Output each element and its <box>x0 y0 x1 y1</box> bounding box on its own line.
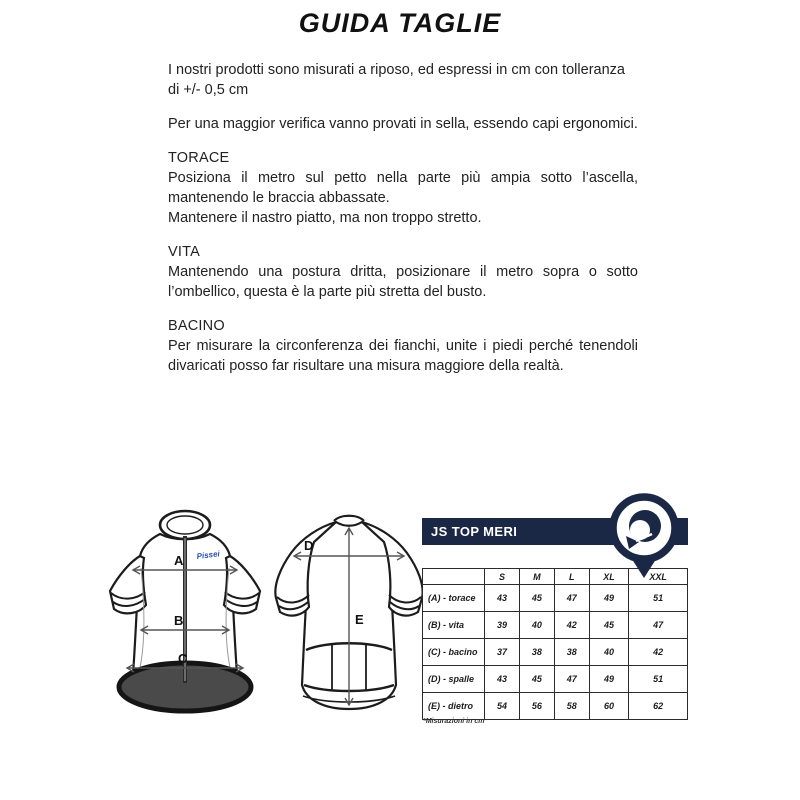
size-value: 47 <box>629 612 688 639</box>
size-value: 49 <box>589 585 629 612</box>
size-value: 42 <box>629 639 688 666</box>
intro-paragraph-2: Per una maggior verifica vanno provati in sella, essendo capi ergonomici. <box>168 116 638 132</box>
row-label: (B) - vita <box>423 612 485 639</box>
size-value: 45 <box>519 666 554 693</box>
size-value: 56 <box>519 693 554 720</box>
intro-paragraph-1: I nostri prodotti sono misurati a riposo, ed espressi in cm con tolleranza di +/- 0,5 cm <box>168 62 625 98</box>
row-label: (C) - bacino <box>423 639 485 666</box>
size-value: 38 <box>519 639 554 666</box>
jersey-back-diagram <box>264 502 434 720</box>
front-left-sleeve <box>110 556 146 613</box>
col-header-s: S <box>485 569 520 585</box>
table-row-dietro <box>423 693 688 720</box>
section-body-vita: Mantenendo una postura dritta, posizionare il metro sopra o sotto l’ombellico, questa è la parte più stretta del busto. <box>168 264 638 300</box>
front-collar-inner <box>167 516 203 534</box>
table-row-bacino <box>423 639 688 666</box>
measure-label-d: D <box>304 538 314 553</box>
size-value: 43 <box>485 585 520 612</box>
brand-pin-logo-icon <box>598 490 690 592</box>
section-body2-torace: Mantenere il nastro piatto, ma non troppo stretto. <box>168 210 482 226</box>
col-header-l: L <box>554 569 589 585</box>
size-value: 45 <box>589 612 629 639</box>
section-body-bacino: Per misurare la circonferenza dei fianchi, unite i piedi perché tenendoli divaricati posso far risultare una misura maggiore della realtà. <box>168 338 638 374</box>
size-value: 43 <box>485 666 520 693</box>
size-value: 49 <box>589 666 629 693</box>
size-value: 54 <box>485 693 520 720</box>
section-body-torace: Posiziona il metro sul petto nella parte più ampia sotto l’ascella, mantenendo le braccia abbassate. <box>168 170 638 206</box>
size-value: 40 <box>519 612 554 639</box>
table-footnote: *Misurazioni in cm <box>423 718 485 725</box>
jersey-front-diagram <box>96 498 274 720</box>
size-value: 45 <box>519 585 554 612</box>
product-name: JS TOP MERI <box>431 524 518 539</box>
back-collar <box>334 516 364 521</box>
size-value: 40 <box>589 639 629 666</box>
page-title: GUIDA TAGLIE <box>298 8 502 38</box>
size-value: 60 <box>589 693 629 720</box>
row-label: (A) - torace <box>423 585 485 612</box>
size-value: 51 <box>629 666 688 693</box>
size-value: 47 <box>554 585 589 612</box>
size-value: 62 <box>629 693 688 720</box>
section-heading-torace: TORACE <box>168 150 230 166</box>
col-header-m: M <box>519 569 554 585</box>
front-brand-text: Pissei <box>196 549 221 561</box>
instructions-text <box>168 60 638 390</box>
table-row-vita <box>423 612 688 639</box>
size-value: 37 <box>485 639 520 666</box>
section-heading-vita: VITA <box>168 244 200 260</box>
section-bacino <box>168 316 638 376</box>
size-value: 42 <box>554 612 589 639</box>
size-value: 51 <box>629 585 688 612</box>
measure-label-c: C <box>178 651 188 666</box>
size-value: 39 <box>485 612 520 639</box>
row-label: (D) - spalle <box>423 666 485 693</box>
table-row-spalle <box>423 666 688 693</box>
section-torace <box>168 148 638 228</box>
size-value: 47 <box>554 666 589 693</box>
col-header-xl: XL <box>589 569 629 585</box>
section-heading-bacino: BACINO <box>168 318 225 334</box>
measure-label-b: B <box>174 613 184 628</box>
col-header-xxl: XXL <box>629 569 688 585</box>
size-value: 58 <box>554 693 589 720</box>
corner-cell <box>423 569 485 585</box>
section-vita <box>168 242 638 302</box>
row-label: (E) - dietro <box>423 693 485 720</box>
measure-label-a: A <box>174 553 184 568</box>
front-right-sleeve <box>224 556 260 613</box>
measure-label-e: E <box>355 612 364 627</box>
size-value: 38 <box>554 639 589 666</box>
